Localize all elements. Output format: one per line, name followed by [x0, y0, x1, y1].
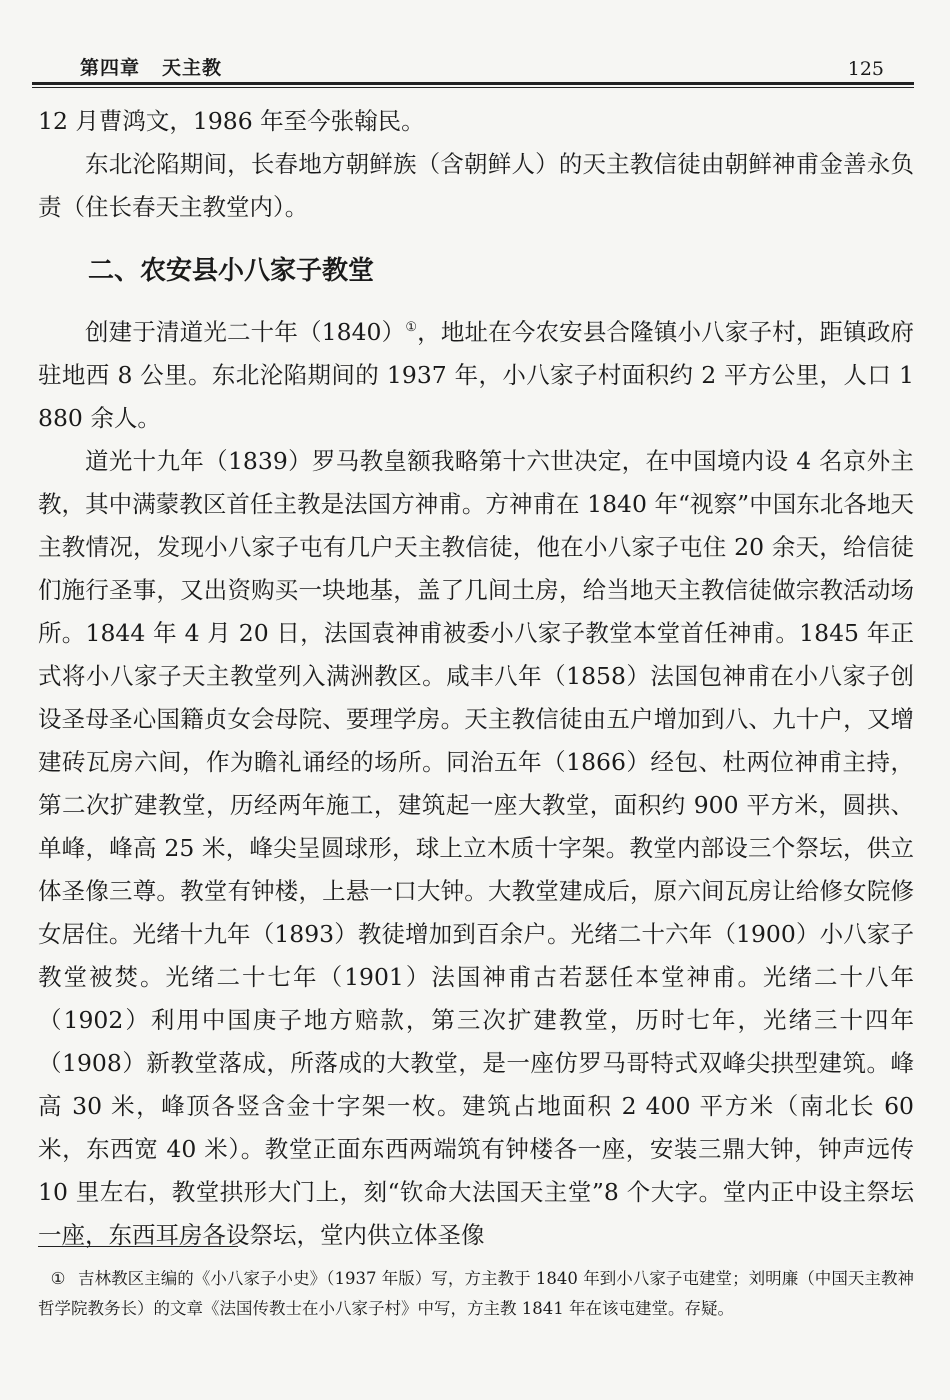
footnote [38, 1264, 914, 1324]
footnote-rule [38, 1246, 238, 1247]
section-title: 二、农安县小八家子教堂 [88, 256, 375, 286]
chapter-number: 第四章 [80, 57, 141, 79]
chapter-title: 天主教 [162, 57, 223, 79]
header-rule [32, 82, 914, 88]
running-header [32, 44, 902, 80]
footnote-text: 吉林教区主编的《小八家子小史》（1937 年版）写，方主教于 1840 年到小八家子屯建堂；刘明廉（中国天主教神哲学院教务长）的文章《法国传教士在小八家子村》中写，方主教 1841 年在该屯建堂。存疑。 [38, 1269, 914, 1318]
paragraph-3-start: 创建于清道光二十年（1840） [85, 318, 406, 346]
footnote-mark: ① [50, 1269, 66, 1288]
page-number: 125 [847, 58, 884, 80]
paragraph-1: 12 月曹鸿文，1986 年至今张翰民。 [38, 107, 425, 135]
footnote-reference[interactable]: ① [405, 320, 418, 336]
paragraph-4: 道光十九年（1839）罗马教皇额我略第十六世决定，在中国境内设 4 名京外主教，其中满蒙教区首任主教是法国方神甫。方神甫在 1840 年“视察”中国东北各地天主教情况，发现小八家子屯有几户天主教信徒，他在小八家子屯住 20 余天，给信徒们施行圣事，又出资购买一块地基，盖了几间土房，给当地天主教信徒做宗教活动场所。1844 年 4 月 20 日，法国袁神甫被委小八家子教堂本堂首任神甫。1845 年正式将小八家子天主教堂列入满洲教区。咸丰八年（1858）法国包神甫在小八家子创设圣母圣心国籍贞女会母院、要理学房。天主教信徒由五户增加到八、九十户，又增建砖瓦房六间，作为瞻礼诵经的场所。同治五年（1866）经包、杜两位神甫主持，第二次扩建教堂，历经两年施工，建筑起一座大教堂，面积约 900 平方米，圆拱、单峰，峰高 25 米，峰尖呈圆球形，球上立木质十字架。教堂内部设三个祭坛，供立体圣像三尊。教堂有钟楼，上悬一口大钟。大教堂建成后，原六间瓦房让给修女院修女居住。光绪十九年（1893）教徒增加到百余户。光绪二十六年（1900）小八家子教堂被焚。光绪二十七年（1901）法国神甫古若瑟任本堂神甫。光绪二十八年（1902）利用中国庚子地方赔款，第三次扩建教堂，历时七年，光绪三十四年（1908）新教堂落成，所落成的大教堂，是一座仿罗马哥特式双峰尖拱型建筑。峰高 30 米，峰顶各竖含金十字架一枚。建筑占地面积 2 400 平方米（南北长 60 米，东西宽 40 米）。教堂正面东西两端筑有钟楼各一座，安装三鼎大钟，钟声远传 10 里左右，教堂拱形大门上，刻“钦命大法国天主堂”8 个大字。堂内正中设主祭坛一座，东西耳房各设祭坛，堂内供立体圣像 [38, 447, 914, 1249]
body-text [38, 100, 914, 1257]
paragraph-2: 东北沦陷期间，长春地方朝鲜族（含朝鲜人）的天主教信徒由朝鲜神甫金善永负责（住长春天主教堂内）。 [38, 150, 914, 221]
paragraph-3 [38, 311, 914, 440]
paragraph-3-end: ，地址在今农安县合隆镇小八家子村，距镇政府驻地西 8 公里。东北沦陷期间的 1937 年，小八家子村面积约 2 平方公里，人口 1 880 余人。 [38, 318, 915, 432]
chapter-heading [80, 53, 222, 80]
